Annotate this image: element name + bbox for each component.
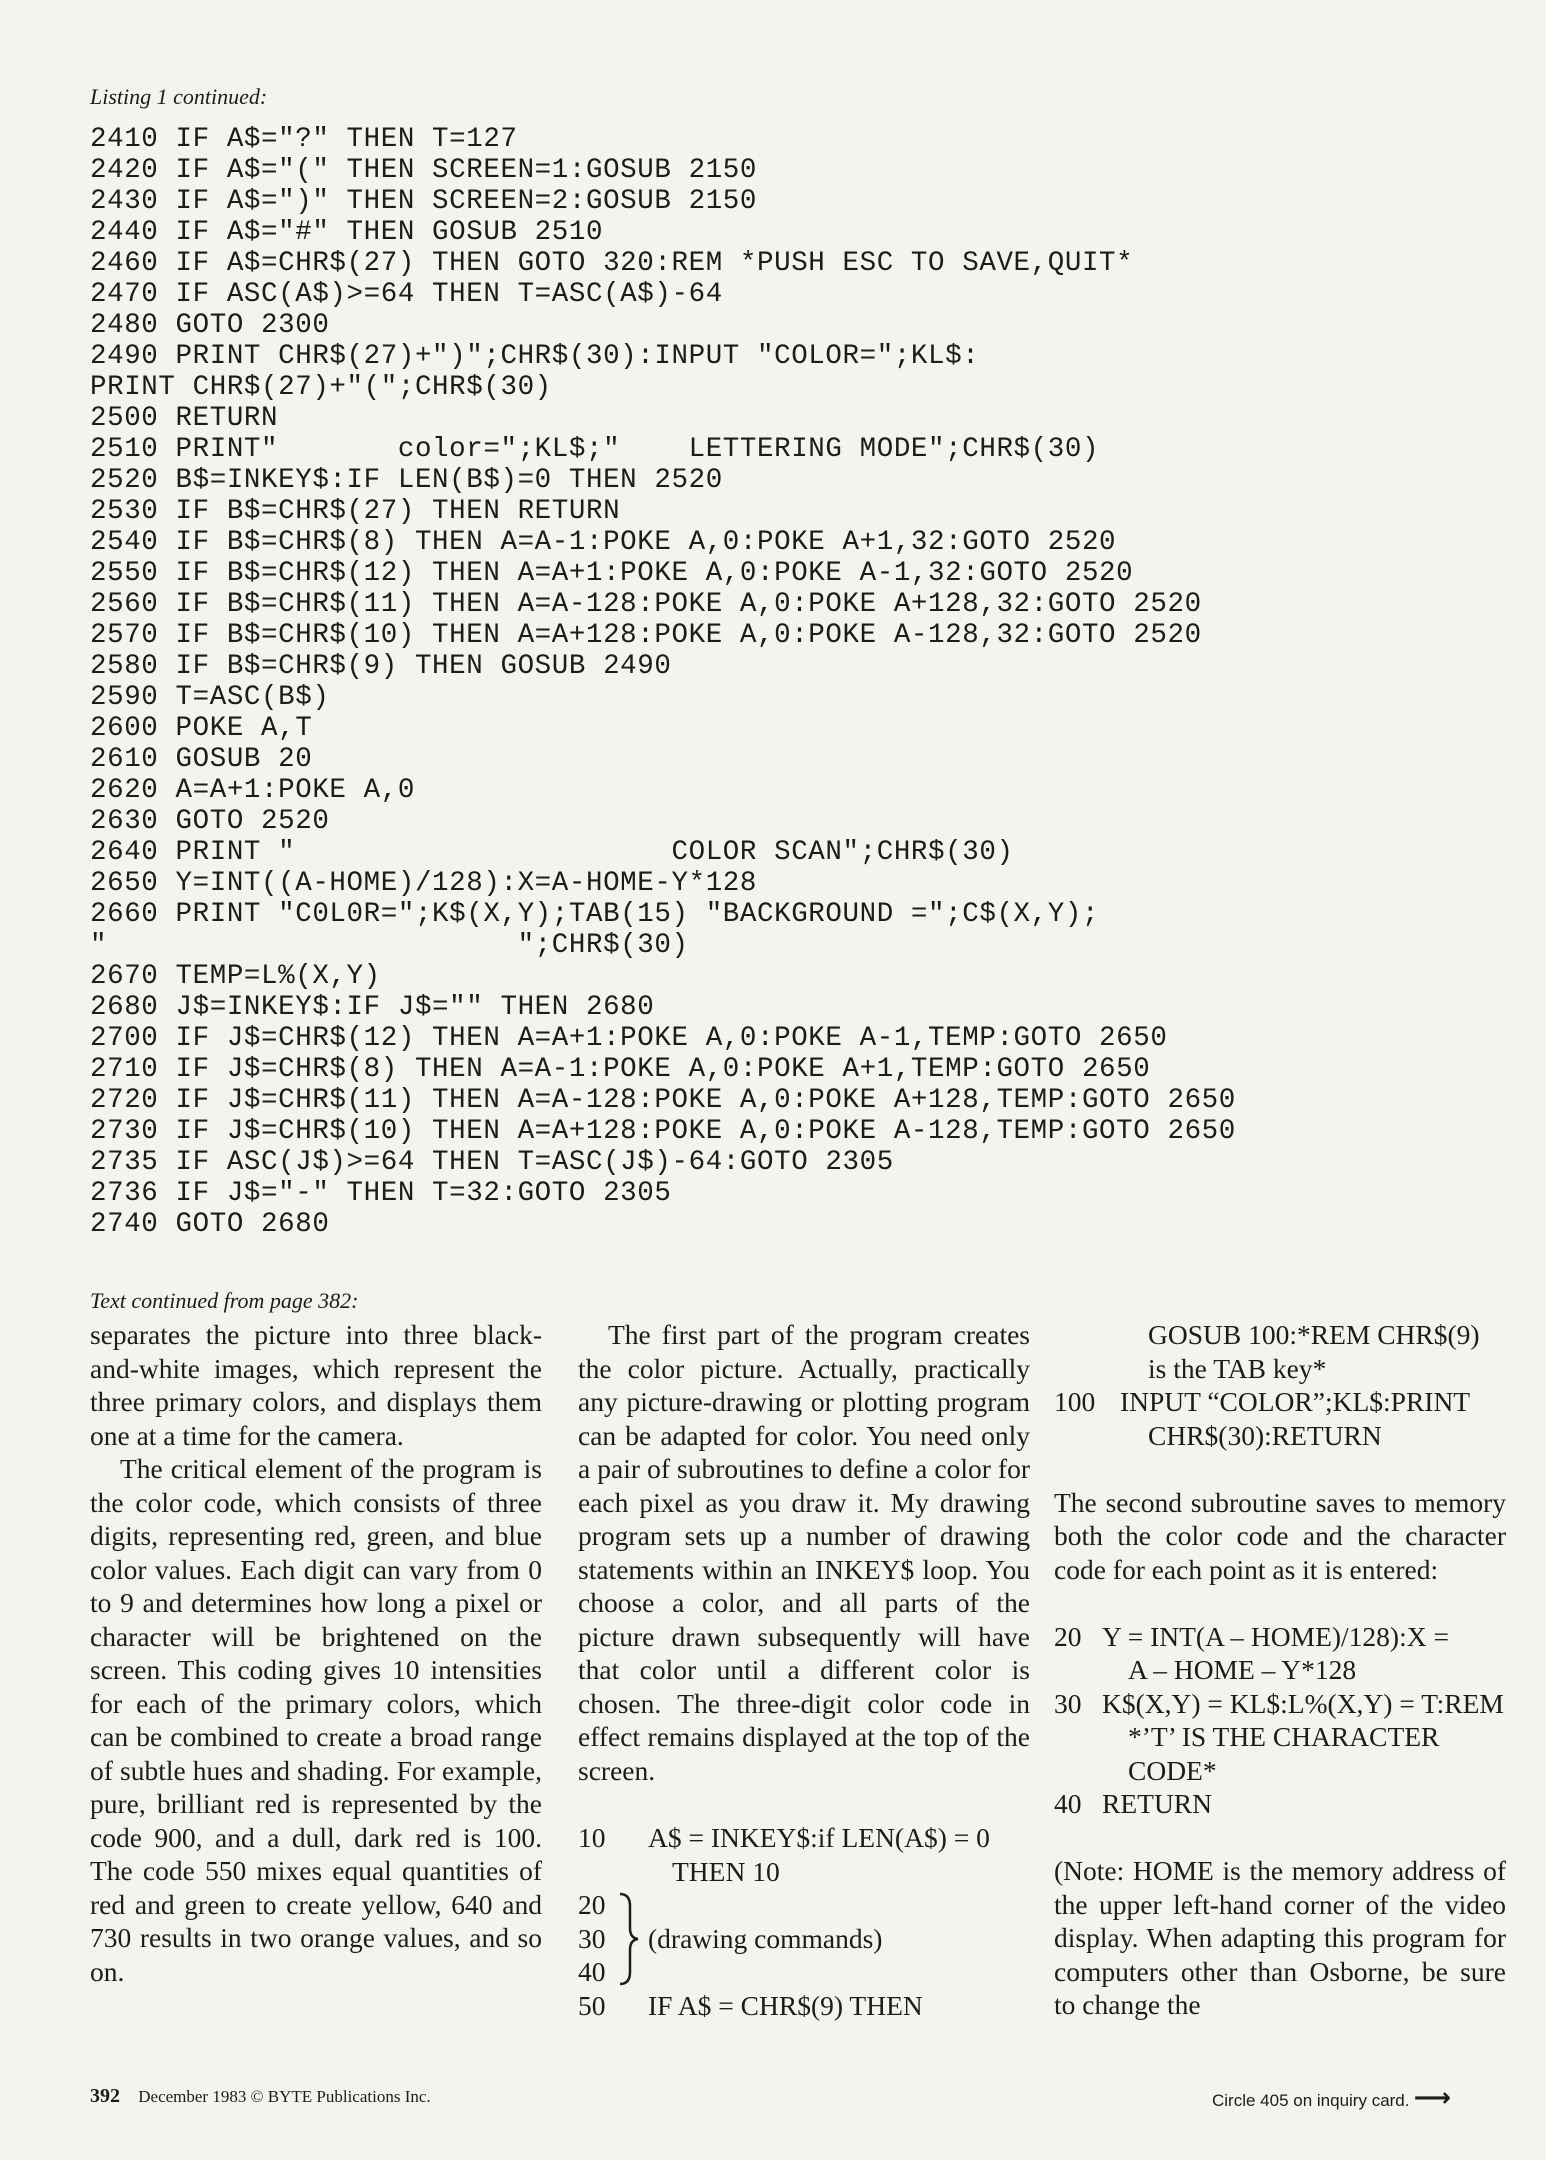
article-column-3 xyxy=(1054,1318,1506,2022)
circle-note-text: Circle 405 on inquiry card. xyxy=(1212,2091,1410,2110)
code-text: INPUT “COLOR”;KL$:PRINT xyxy=(1120,1386,1471,1417)
issue-line: December 1983 © BYTE Publications Inc. xyxy=(138,2087,431,2106)
listing-line: 2640 PRINT " COLOR SCAN";CHR$(30) xyxy=(90,837,1014,868)
listing-line: 2720 IF J$=CHR$(11) THEN A=A-128:POKE A,0:POKE A+128,TEMP:GOTO 2650 xyxy=(90,1085,1236,1116)
listing-line: 2500 RETURN xyxy=(90,403,279,434)
paragraph: (Note: HOME is the memory address of the upper left-hand corner of the video display. When adapting this program for computers other than Osborne, be sure to change the xyxy=(1054,1855,1506,2020)
line-number: 40 xyxy=(578,1956,606,1987)
code-text: GOSUB 100:*REM CHR$(9) xyxy=(1148,1319,1480,1350)
listing-line: 2540 IF B$=CHR$(8) THEN A=A-1:POKE A,0:POKE A+1,32:GOTO 2520 xyxy=(90,527,1117,558)
listing-line: 2620 A=A+1:POKE A,0 xyxy=(90,775,415,806)
listing-line: 2660 PRINT "C0L0R=";K$(X,Y);TAB(15) "BACKGROUND =";C$(X,Y); xyxy=(90,899,1100,930)
listing-line: 2610 GOSUB 20 xyxy=(90,744,313,775)
paragraph: The critical element of the program is the color code, which consists of three digits, representing red, green, and blue color values. Each digit can vary from 0 to 9 and determines how long a pixel or character will be brightened on the screen. This coding gives 10 intensities for each of the primary colors, which can be combined to create a broad range of subtle hues and shading. For example, pure, brilliant red is represented by the code 900, and a dull, dark red is 100. The code 550 mixes equal quantities of red and green to create yellow, 640 and 730 results in two orange values, and so on. xyxy=(90,1453,542,1987)
listing-line: 2670 TEMP=L%(X,Y) xyxy=(90,961,381,992)
listing-line: " ";CHR$(30) xyxy=(90,930,689,961)
listing-line: 2510 PRINT" color=";KL$;" LETTERING MODE";CHR$(30) xyxy=(90,434,1100,465)
listing-line: 2735 IF ASC(J$)>=64 THEN T=ASC(J$)-64:GOTO 2305 xyxy=(90,1147,894,1178)
listing-line: 2740 GOTO 2680 xyxy=(90,1209,330,1240)
listing-line: 2600 POKE A,T xyxy=(90,713,313,744)
code-text: THEN 10 xyxy=(672,1855,780,1887)
paragraph: The second subroutine saves to memory both the color code and the character code for each point as it is entered: xyxy=(1054,1486,1506,1585)
line-number: 50 xyxy=(578,1989,606,2021)
listing-line: 2410 IF A$="?" THEN T=127 xyxy=(90,124,518,155)
code-line xyxy=(1054,1720,1506,1754)
code-text: CHR$(30):RETURN xyxy=(1148,1419,1382,1451)
code-line xyxy=(1054,1318,1506,1352)
line-number: 100 xyxy=(1054,1386,1096,1417)
listing-line: 2520 B$=INKEY$:IF LEN(B$)=0 THEN 2520 xyxy=(90,465,723,496)
listing-line: 2590 T=ASC(B$) xyxy=(90,682,330,713)
line-number: 20 xyxy=(578,1889,606,1920)
line-number: 10 xyxy=(578,1822,606,1853)
listing-caption: Listing 1 continued: xyxy=(90,84,268,109)
listing-line: 2430 IF A$=")" THEN SCREEN=2:GOSUB 2150 xyxy=(90,186,758,217)
page-number: 392 xyxy=(90,2085,120,2107)
curly-brace xyxy=(616,1892,640,1986)
article-column-2 xyxy=(578,1318,1030,2022)
listing-line: 2490 PRINT CHR$(27)+")";CHR$(30):INPUT "COLOR=";KL$: xyxy=(90,341,980,372)
code-text: RETURN xyxy=(1102,1788,1212,1819)
listing-line: PRINT CHR$(27)+"(";CHR$(30) xyxy=(90,372,552,403)
code-line xyxy=(1054,1620,1506,1654)
code-text: *’T’ IS THE CHARACTER xyxy=(1128,1721,1440,1752)
listing-line: 2560 IF B$=CHR$(11) THEN A=A-128:POKE A,0:POKE A+128,32:GOTO 2520 xyxy=(90,589,1202,620)
listing-line: 2580 IF B$=CHR$(9) THEN GOSUB 2490 xyxy=(90,651,672,682)
code-text: Y = INT(A – HOME)/128):X = xyxy=(1102,1620,1449,1652)
listing-line: 2730 IF J$=CHR$(10) THEN A=A+128:POKE A,0:POKE A-128,TEMP:GOTO 2650 xyxy=(90,1116,1236,1147)
listing-line: 2570 IF B$=CHR$(10) THEN A=A+128:POKE A,0:POKE A-128,32:GOTO 2520 xyxy=(90,620,1202,651)
inquiry-note xyxy=(1212,2083,1451,2113)
code-line xyxy=(1054,1385,1506,1419)
listing-line: 2700 IF J$=CHR$(12) THEN A=A+1:POKE A,0:POKE A-1,TEMP:GOTO 2650 xyxy=(90,1023,1168,1054)
code-line xyxy=(1054,1687,1506,1721)
paragraph: separates the picture into three black-and-white images, which represent the three primary colors, and displays them one at a time for the camera. xyxy=(90,1319,542,1451)
code-text: is the TAB key* xyxy=(1148,1352,1327,1384)
program-listing xyxy=(90,124,1236,1240)
continued-note: Text continued from page 382: xyxy=(90,1288,359,1313)
line-number: 20 xyxy=(1054,1620,1082,1652)
listing-line: 2480 GOTO 2300 xyxy=(90,310,330,341)
code-text: A$ = INKEY$:if LEN(A$) = 0 xyxy=(648,1822,990,1853)
listing-line: 2530 IF B$=CHR$(27) THEN RETURN xyxy=(90,496,621,527)
code-text: CODE* xyxy=(1128,1754,1217,1786)
listing-line: 2440 IF A$="#" THEN GOSUB 2510 xyxy=(90,217,604,248)
listing-line: 2420 IF A$="(" THEN SCREEN=1:GOSUB 2150 xyxy=(90,155,758,186)
code-line xyxy=(1054,1419,1506,1453)
code-line xyxy=(1054,1787,1506,1821)
code-text: IF A$ = CHR$(9) THEN xyxy=(648,1989,923,2021)
listing-line: 2550 IF B$=CHR$(12) THEN A=A+1:POKE A,0:POKE A-1,32:GOTO 2520 xyxy=(90,558,1134,589)
code-line xyxy=(578,1989,1030,2023)
listing-line: 2680 J$=INKEY$:IF J$="" THEN 2680 xyxy=(90,992,655,1023)
line-number: 30 xyxy=(1054,1687,1082,1719)
line-number: 40 xyxy=(1054,1788,1082,1819)
listing-line: 2470 IF ASC(A$)>=64 THEN T=ASC(A$)-64 xyxy=(90,279,723,310)
code-line xyxy=(1054,1352,1506,1386)
code-text: K$(X,Y) = KL$:L%(X,Y) = T:REM xyxy=(1102,1687,1504,1719)
code-line xyxy=(578,1855,1030,1889)
drawing-commands-label: (drawing commands) xyxy=(648,1922,883,1954)
listing-line: 2460 IF A$=CHR$(27) THEN GOTO 320:REM *PUSH ESC TO SAVE,QUIT* xyxy=(90,248,1134,279)
line-number: 30 xyxy=(578,1922,606,1954)
code-block-drawing xyxy=(578,1888,1030,1989)
arrow-right-icon: ⟶ xyxy=(1413,2083,1452,2113)
listing-line: 2736 IF J$="-" THEN T=32:GOTO 2305 xyxy=(90,1178,672,1209)
code-line xyxy=(1054,1754,1506,1788)
code-line xyxy=(1054,1653,1506,1687)
paragraph: The first part of the program creates the color picture. Actually, practically any picture-drawing or plotting program can be adapted for color. You need only a pair of subroutines to define a color for each pixel as you draw it. My drawing program sets up a number of drawing statements within an INKEY$ loop. You choose a color, and all parts of the picture drawn subsequently will have that color until a different color is chosen. The three-digit color code in effect remains displayed at the top of the screen. xyxy=(578,1319,1030,1786)
code-text: A – HOME – Y*128 xyxy=(1128,1654,1357,1685)
article-column-1 xyxy=(90,1318,542,1988)
listing-line: 2650 Y=INT((A-HOME)/128):X=A-HOME-Y*128 xyxy=(90,868,758,899)
page-footer xyxy=(90,2085,431,2108)
listing-line: 2630 GOTO 2520 xyxy=(90,806,330,837)
code-line xyxy=(578,1821,1030,1855)
listing-line: 2710 IF J$=CHR$(8) THEN A=A-1:POKE A,0:POKE A+1,TEMP:GOTO 2650 xyxy=(90,1054,1151,1085)
